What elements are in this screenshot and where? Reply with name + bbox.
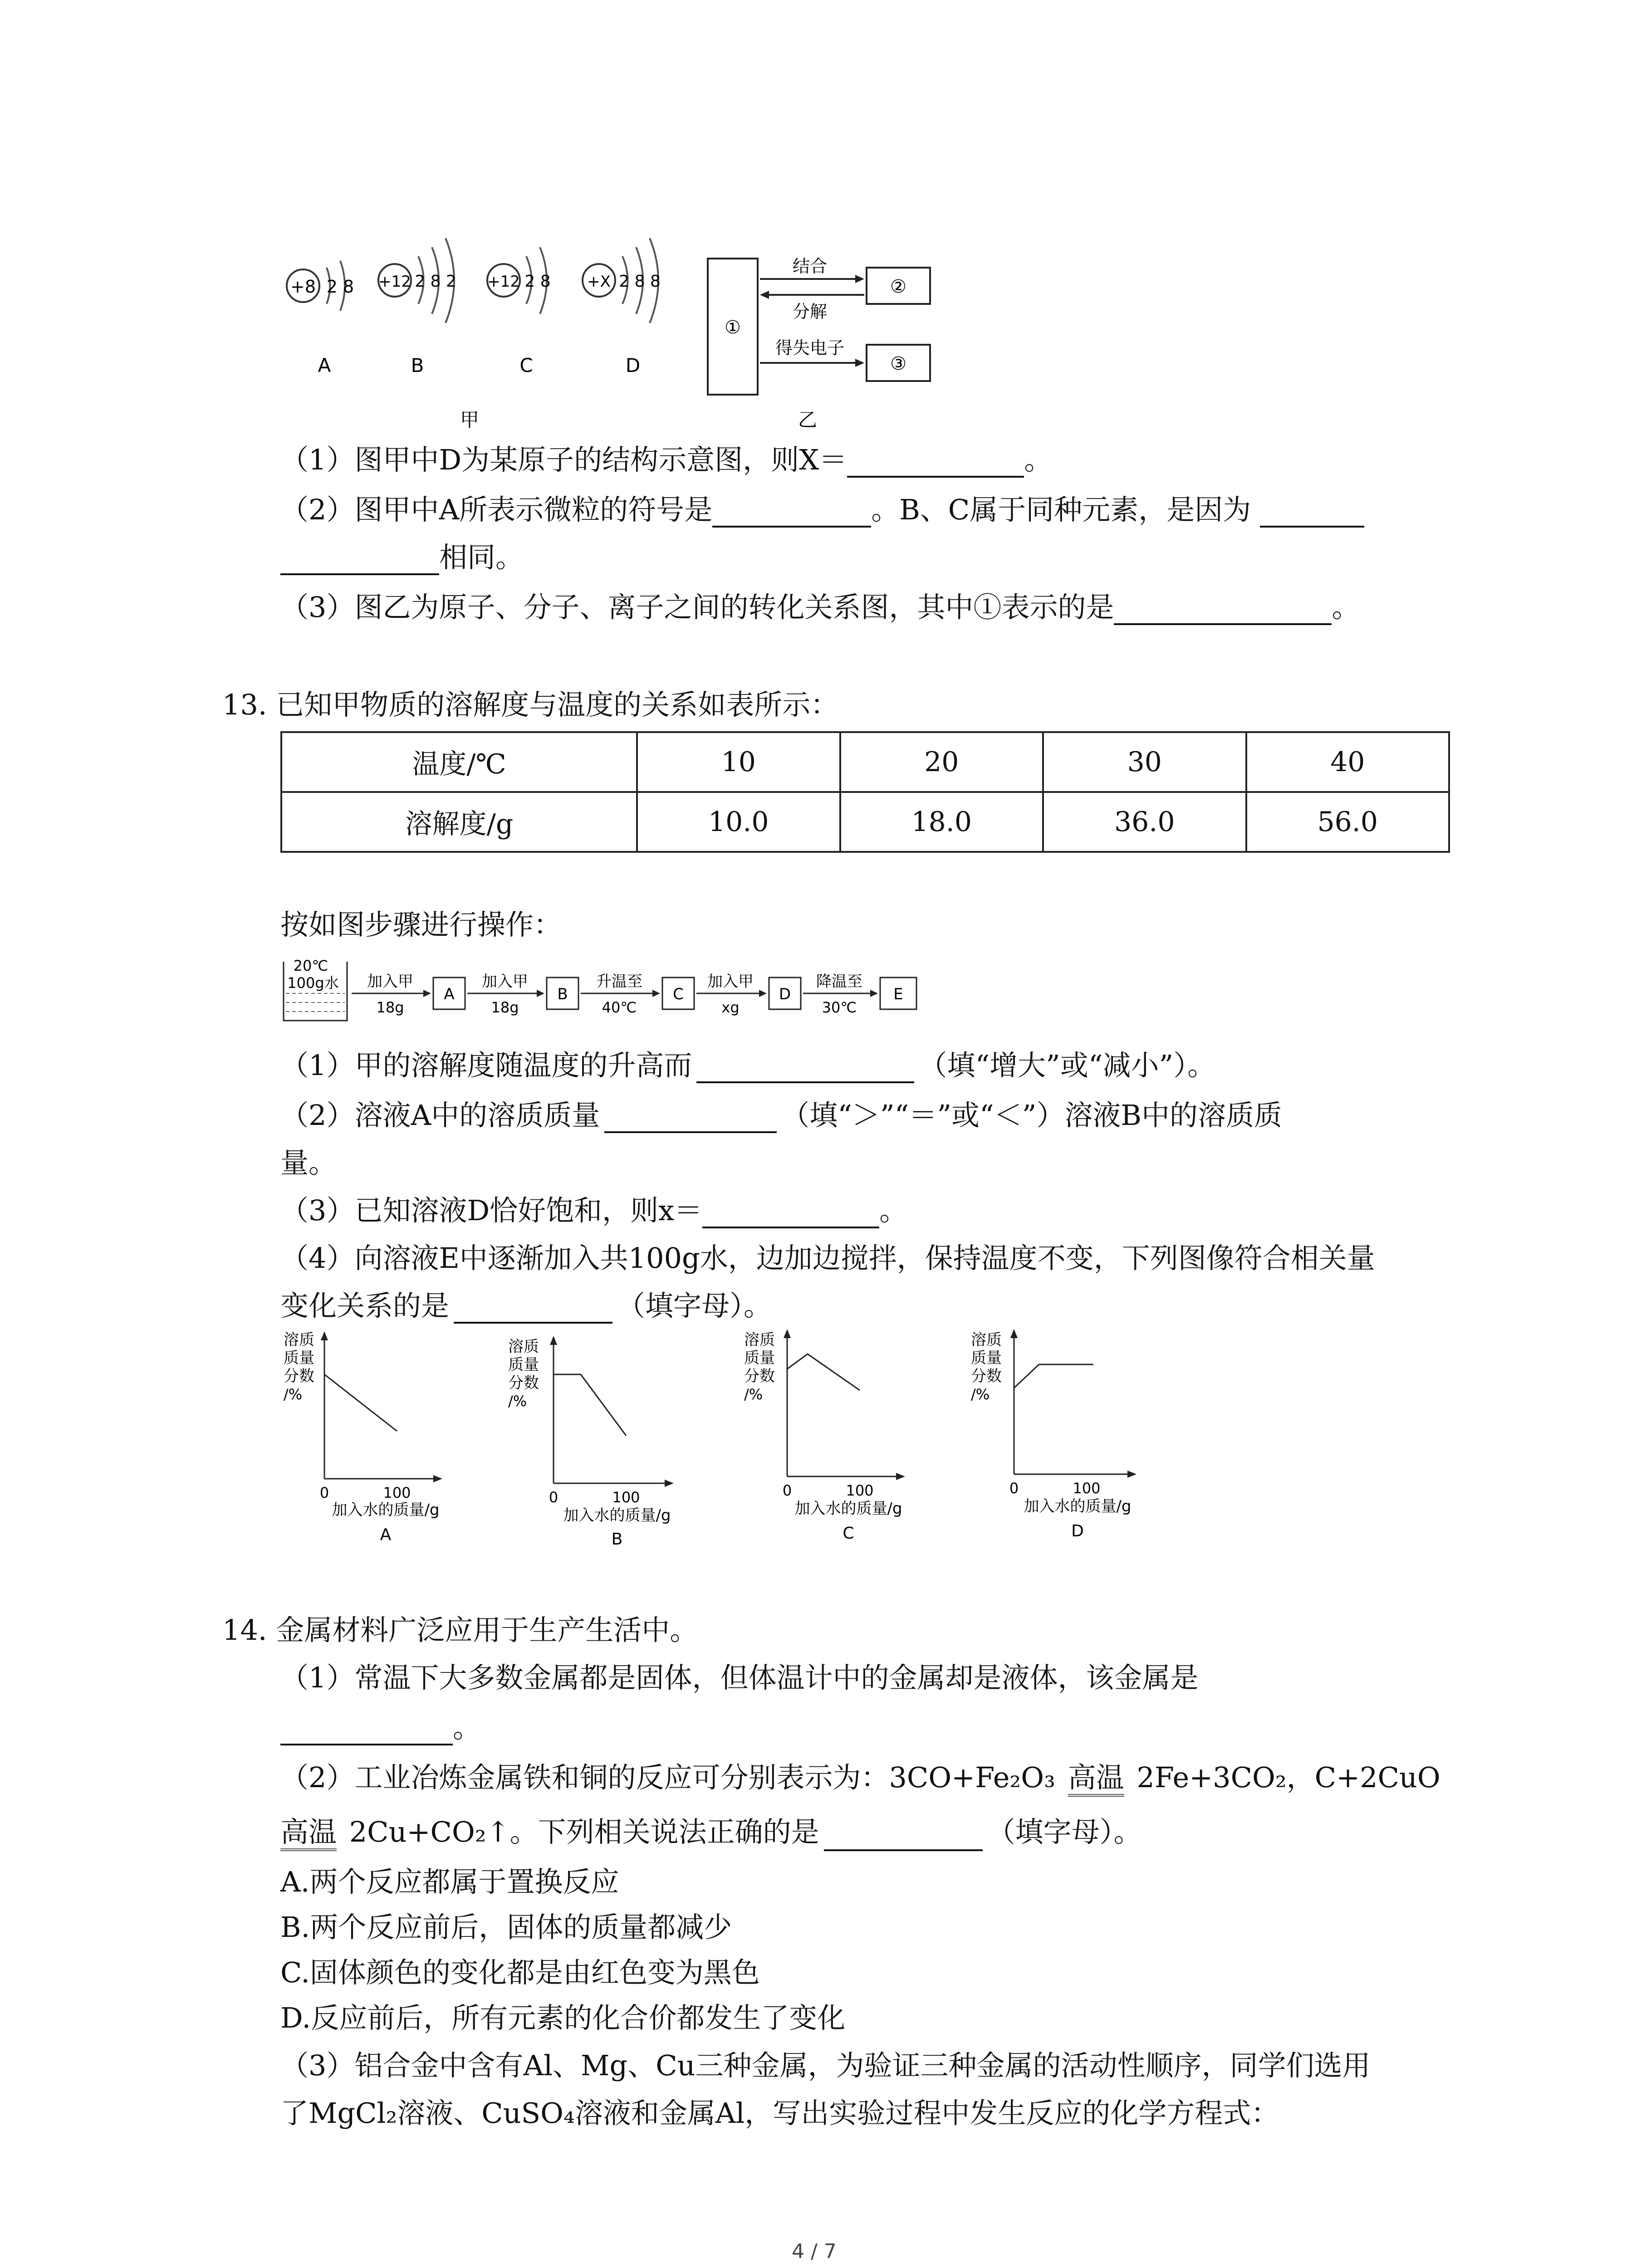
q14-option-C: C.固体颜色的变化都是由红色变为黑色	[280, 1956, 760, 1989]
box-2: ②	[890, 276, 906, 297]
svg-text:xg: xg	[721, 999, 740, 1016]
figure-jia-caption: 甲	[460, 409, 480, 431]
atom-B	[378, 238, 456, 376]
svg-text:2 8 2: 2 8 2	[415, 272, 456, 291]
svg-text:18g: 18g	[491, 999, 519, 1016]
q13-part3: （3）已知溶液D恰好饱和，则x＝ 。	[280, 1193, 907, 1228]
q14-part3-cont: 了MgCl₂溶液、CuSO₄溶液和金属Al，写出实验过程中发生反应的化学方程式：	[280, 2097, 1279, 2130]
svg-text:溶质: 溶质	[508, 1338, 539, 1356]
table-row: 溶解度/g 10.0 18.0 36.0 56.0	[281, 792, 1449, 852]
svg-text:/%: /%	[744, 1386, 763, 1403]
graph-options	[272, 1329, 1180, 1547]
solubility-table	[280, 731, 1450, 853]
svg-text:100: 100	[846, 1482, 874, 1499]
q14-part2: （2）工业冶炼金属铁和铜的反应可分别表示为：3CO+Fe₂O₃ 高温 2Fe+3CO₂，C+2CuO	[280, 1760, 1440, 1795]
q13-stem: 13. 已知甲物质的溶解度与温度的关系如表所示：	[222, 688, 839, 721]
svg-text:加入甲: 加入甲	[367, 973, 413, 991]
svg-text:加入水的质量/g: 加入水的质量/g	[1024, 1497, 1132, 1515]
graph-A	[284, 1331, 442, 1544]
q14-part1: （1）常温下大多数金属都是固体，但体温计中的金属却是液体，该金属是	[280, 1661, 1199, 1694]
svg-text:分数: 分数	[971, 1367, 1002, 1385]
atom-A-nucleus: +8	[290, 277, 316, 297]
figure-jia	[272, 213, 703, 440]
svg-text:0: 0	[319, 1484, 329, 1501]
svg-text:溶质: 溶质	[971, 1331, 1002, 1349]
svg-text:质量: 质量	[508, 1356, 539, 1374]
box-1: ①	[725, 317, 741, 338]
svg-text:质量: 质量	[744, 1349, 775, 1367]
svg-text:100: 100	[612, 1489, 640, 1506]
atom-A-label: A	[318, 354, 331, 376]
q12-part1: （1）图甲中D为某原子的结构示意图，则X＝ 。	[280, 442, 1052, 478]
q14-option-D: D.反应前后，所有元素的化合价都发生了变化	[280, 2001, 846, 2034]
svg-text:降温至: 降温至	[816, 973, 862, 991]
atom-D-label: D	[625, 354, 641, 376]
q14-stem: 14. 金属材料广泛应用于生产生活中。	[222, 1613, 698, 1647]
svg-text:加入水的质量/g: 加入水的质量/g	[332, 1501, 440, 1519]
svg-text:0: 0	[782, 1482, 792, 1499]
svg-text:+X: +X	[587, 273, 611, 291]
svg-text:分数: 分数	[508, 1374, 539, 1392]
operation-flow	[279, 953, 923, 1030]
svg-text:/%: /%	[508, 1393, 527, 1410]
svg-text:B: B	[611, 1530, 623, 1547]
graph-C	[744, 1329, 905, 1543]
atom-C	[487, 247, 551, 376]
table-row: 温度/℃ 10 20 30 40	[281, 732, 1449, 792]
q13-steps-intro: 按如图步骤进行操作：	[280, 908, 562, 941]
q13-part4: （4）向溶液E中逐渐加入共100g水，边加边搅拌，保持温度不变，下列图像符合相关量	[280, 1242, 1375, 1275]
svg-text:加入水的质量/g: 加入水的质量/g	[563, 1506, 671, 1525]
q13-part2: （2）溶液A中的溶质质量 （填“＞”“＝”或“＜”）溶液B中的溶质质	[280, 1098, 1282, 1133]
q13-part2-cont: 量。	[280, 1146, 337, 1179]
q12-part3: （3）图乙为原子、分子、离子之间的转化关系图，其中①表示的是 。	[280, 590, 1360, 625]
svg-text:0: 0	[1009, 1480, 1019, 1497]
figure-yi-caption: 乙	[798, 409, 818, 431]
arrow-combine-label: 结合	[792, 256, 828, 276]
svg-text:40℃: 40℃	[602, 999, 637, 1016]
svg-text:B: B	[557, 985, 568, 1003]
svg-text:C: C	[673, 985, 684, 1003]
q14-part3: （3）铝合金中含有Al、Mg、Cu三种金属，为验证三种金属的活动性顺序，同学们选用	[280, 2049, 1371, 2082]
svg-text:/%: /%	[284, 1386, 303, 1403]
q14-part1-cont: 。	[280, 1710, 481, 1745]
atom-A	[287, 261, 354, 376]
svg-text:100g水: 100g水	[287, 974, 339, 992]
svg-text:18g: 18g	[376, 999, 404, 1016]
q12-part2-cont: 相同。	[280, 540, 524, 575]
svg-text:/%: /%	[971, 1386, 990, 1403]
svg-text:+12: +12	[487, 273, 520, 291]
svg-text:质量: 质量	[971, 1349, 1002, 1367]
svg-text:2 8 8: 2 8 8	[619, 272, 661, 291]
atom-B-label: B	[411, 354, 424, 376]
svg-text:升温至: 升温至	[596, 973, 642, 991]
svg-text:质量: 质量	[284, 1349, 314, 1367]
page-number: 4 / 7	[792, 2240, 837, 2263]
svg-text:D: D	[1071, 1522, 1084, 1540]
graph-B	[508, 1336, 674, 1547]
arrow-electron-label: 得失电子	[775, 338, 845, 358]
box-3: ③	[890, 353, 906, 374]
svg-text:2 8: 2 8	[524, 272, 551, 291]
figure-yi	[699, 245, 953, 435]
q12-part2: （2）图甲中A所表示微粒的符号是 。B、C属于同种元素，是因为	[280, 492, 1364, 528]
arrow-decompose-label: 分解	[792, 302, 828, 322]
svg-text:100: 100	[383, 1484, 411, 1501]
svg-text:C: C	[843, 1524, 854, 1543]
q13-part1: （1）甲的溶解度随温度的升高而 （填“增大”或“减小”）。	[280, 1048, 1215, 1083]
svg-text:A: A	[444, 985, 455, 1003]
atom-D	[583, 238, 661, 376]
q14-option-B: B.两个反应前后，固体的质量都减少	[280, 1911, 732, 1944]
svg-text:分数: 分数	[284, 1367, 314, 1385]
svg-text:0: 0	[549, 1489, 558, 1506]
svg-text:分数: 分数	[744, 1367, 775, 1385]
svg-text:E: E	[893, 985, 903, 1003]
q14-part2-cont: 高温 2Cu+CO₂↑。下列相关说法正确的是 （填字母）。	[280, 1814, 1142, 1851]
q14-option-A: A.两个反应都属于置换反应	[280, 1865, 619, 1898]
atom-C-label: C	[519, 354, 533, 376]
svg-text:100: 100	[1073, 1480, 1101, 1497]
svg-text:溶质: 溶质	[744, 1331, 775, 1349]
svg-text:加入甲: 加入甲	[707, 973, 754, 991]
graph-D	[971, 1329, 1136, 1540]
q13-part4-cont: 变化关系的是 （填字母）。	[280, 1288, 772, 1324]
svg-text:A: A	[380, 1525, 392, 1544]
svg-text:20℃: 20℃	[293, 957, 328, 974]
svg-text:加入甲: 加入甲	[482, 973, 528, 991]
svg-text:D: D	[779, 985, 791, 1003]
svg-text:溶质: 溶质	[284, 1331, 314, 1349]
svg-text:加入水的质量/g: 加入水的质量/g	[794, 1500, 902, 1518]
svg-text:+12: +12	[378, 273, 411, 291]
atom-A-shells: 2 8	[326, 277, 354, 297]
svg-text:30℃: 30℃	[822, 999, 857, 1016]
